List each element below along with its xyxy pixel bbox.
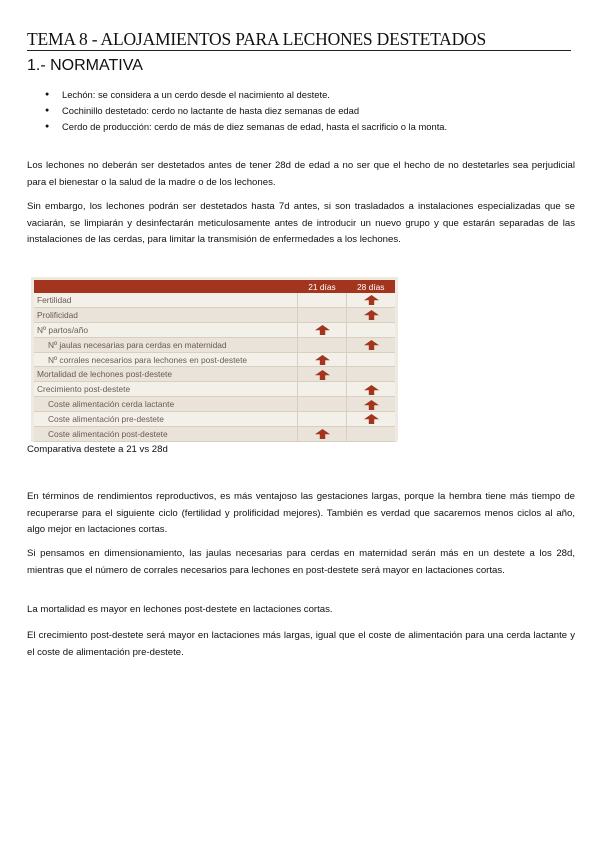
cell-d21 xyxy=(298,307,347,322)
document-title: TEMA 8 - ALOJAMIENTOS PARA LECHONES DESTETADOS xyxy=(27,29,487,49)
cell-d28 xyxy=(347,322,396,337)
cell-d21 xyxy=(298,412,347,427)
definitions-list xyxy=(62,88,447,136)
row-label: Coste alimentación pre-destete xyxy=(34,412,298,427)
table-row xyxy=(34,397,395,412)
title-divider xyxy=(27,50,571,51)
row-label: Mortalidad de lechones post-destete xyxy=(34,367,298,382)
cell-d21 xyxy=(298,337,347,352)
row-label: Crecimiento post-destete xyxy=(34,382,298,397)
table-row xyxy=(34,307,395,322)
cell-d21 xyxy=(298,427,347,442)
cell-d21 xyxy=(298,367,347,382)
up-arrow-icon xyxy=(364,310,379,320)
cell-d21 xyxy=(298,397,347,412)
cell-d21 xyxy=(298,293,347,307)
cell-d28 xyxy=(347,293,396,307)
row-label: Coste alimentación post-destete xyxy=(34,427,298,442)
cell-d28 xyxy=(347,337,396,352)
up-arrow-icon xyxy=(364,385,379,395)
up-arrow-icon xyxy=(315,355,330,365)
paragraph: Sin embargo, los lechones podrán ser destetados hasta 7d antes, si son trasladados a instalaciones especializadas que se vaciarán, se limpiarán y desinfectarán meticulosamente antes de introducir un nuevo grupo y que estarán separadas de las instalaciones de las cerdas, para limitar la transmisión de enfermedades a los lechones. xyxy=(27,201,575,246)
up-arrow-icon xyxy=(315,325,330,335)
table-header-blank xyxy=(34,280,298,293)
table-row xyxy=(34,293,395,307)
up-arrow-icon xyxy=(364,400,379,410)
cell-d28 xyxy=(347,367,396,382)
paragraph: En términos de rendimientos reproductivos, es más ventajoso las gestaciones largas, porque la hembra tiene más tiempo de recuperarse para el siguiente ciclo (fertilidad y prolificidad mejores). También es verdad que sacaremos menos ciclos al año, algo mejor en lactaciones cortas. xyxy=(27,491,575,536)
up-arrow-icon xyxy=(364,414,379,424)
cell-d21 xyxy=(298,382,347,397)
comparison-table-figure xyxy=(31,277,398,442)
table-row xyxy=(34,322,395,337)
up-arrow-icon xyxy=(315,370,330,380)
paragraph: La mortalidad es mayor en lechones post-destete en lactaciones cortas. xyxy=(27,604,333,615)
up-arrow-icon xyxy=(364,295,379,305)
cell-d28 xyxy=(347,412,396,427)
table-header-28d: 28 días xyxy=(347,280,396,293)
row-label: Prolificidad xyxy=(34,307,298,322)
table-header-21d: 21 días xyxy=(298,280,347,293)
table-row xyxy=(34,427,395,442)
comparison-table xyxy=(34,280,395,442)
list-item: ● Cerdo de producción: cerdo de más de diez semanas de edad, hasta el sacrificio o la monta. xyxy=(62,120,447,136)
list-item: ● Lechón: se considera a un cerdo desde el nacimiento al destete. xyxy=(62,88,447,104)
list-item: ● Cochinillo destetado: cerdo no lactante de hasta diez semanas de edad xyxy=(62,104,447,120)
row-label: Nº partos/año xyxy=(34,322,298,337)
row-label: Nº corrales necesarios para lechones en post-destete xyxy=(34,352,298,367)
table-caption: Comparativa destete a 21 vs 28d xyxy=(27,444,168,455)
row-label: Fertilidad xyxy=(34,293,298,307)
row-label: Coste alimentación cerda lactante xyxy=(34,397,298,412)
cell-d21 xyxy=(298,352,347,367)
table-row xyxy=(34,367,395,382)
up-arrow-icon xyxy=(315,429,330,439)
table-row xyxy=(34,352,395,367)
table-row xyxy=(34,337,395,352)
up-arrow-icon xyxy=(364,340,379,350)
cell-d28 xyxy=(347,397,396,412)
paragraph: Los lechones no deberán ser destetados antes de tener 28d de edad a no ser que el hecho de no destetarles sea perjudicial para el bienestar o la salud de la madre o de los lechones. xyxy=(27,160,575,188)
row-label: Nº jaulas necesarias para cerdas en maternidad xyxy=(34,337,298,352)
cell-d28 xyxy=(347,427,396,442)
cell-d28 xyxy=(347,352,396,367)
cell-d21 xyxy=(298,322,347,337)
cell-d28 xyxy=(347,307,396,322)
paragraph: Si pensamos en dimensionamiento, las jaulas necesarias para cerdas en maternidad serán más en un destete a los 28d, mientras que el número de corrales necesarios para lechones en post-destete será mayor en lactaciones cortas. xyxy=(27,548,575,576)
table-row xyxy=(34,382,395,397)
cell-d28 xyxy=(347,382,396,397)
paragraph: El crecimiento post-destete será mayor en lactaciones más largas, igual que el coste de alimentación para una cerda lactante y el coste de alimentación pre-destete. xyxy=(27,630,575,658)
section-heading: 1.- NORMATIVA xyxy=(27,57,143,74)
table-row xyxy=(34,412,395,427)
